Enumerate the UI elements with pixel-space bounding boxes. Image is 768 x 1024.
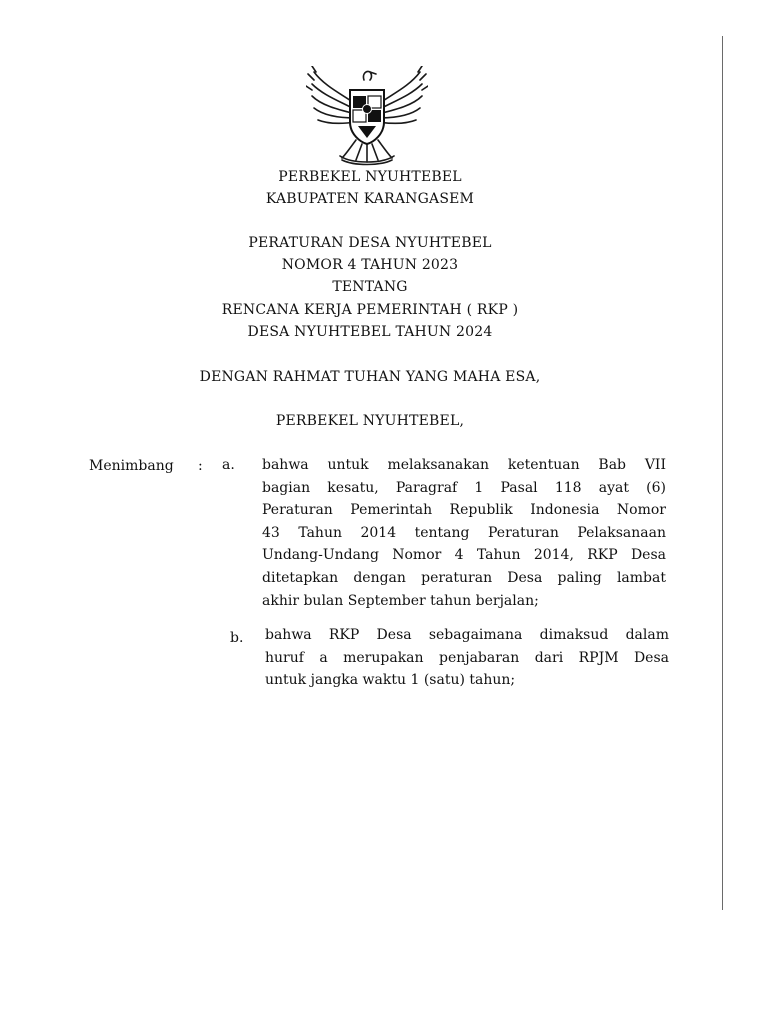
regulation-subject-year: DESA NYUHTEBEL TAHUN 2024 <box>247 324 493 340</box>
regulation-title: PERATURAN DESA NYUHTEBEL <box>248 235 492 251</box>
header-title: PERBEKEL NYUHTEBEL <box>278 169 462 185</box>
item-marker-b: b. <box>230 630 244 646</box>
header-regency: KABUPATEN KARANGASEM <box>265 191 475 207</box>
item-a-text <box>262 454 666 612</box>
item-a-line: Peraturan Pemerintah Republik Indonesia Nomor <box>262 502 666 519</box>
item-a-line: ditetapkan dengan peraturan Desa paling lambat <box>262 569 666 586</box>
item-a-line: Undang-Undang Nomor 4 Tahun 2014, RKP Desa <box>262 547 666 564</box>
item-a-line: bagian kesatu, Paragraf 1 Pasal 118 ayat (6) <box>262 479 666 496</box>
item-b-text <box>265 624 669 692</box>
regulation-about: TENTANG <box>332 279 408 295</box>
item-a-line: bahwa untuk melaksanakan ketentuan Bab VII <box>262 457 666 473</box>
page-edge-line <box>722 36 723 910</box>
item-b-line: huruf a merupakan penjabaran dari RPJM Desa <box>265 649 669 666</box>
item-marker-a: a. <box>222 457 235 473</box>
issuer: PERBEKEL NYUHTEBEL, <box>275 413 465 429</box>
item-b-line: bahwa RKP Desa sebagaimana dimaksud dalam <box>265 627 669 643</box>
regulation-number: NOMOR 4 TAHUN 2023 <box>281 257 459 273</box>
item-a-line: akhir bulan September tahun berjalan; <box>262 592 539 609</box>
invocation: DENGAN RAHMAT TUHAN YANG MAHA ESA, <box>199 369 541 385</box>
regulation-subject: RENCANA KERJA PEMERINTAH ( RKP ) <box>221 302 519 318</box>
item-b-line: untuk jangka waktu 1 (satu) tahun; <box>265 672 516 689</box>
considering-colon: : <box>198 458 203 474</box>
considering-label: Menimbang <box>89 458 174 474</box>
item-a-line: 43 Tahun 2014 tentang Peraturan Pelaksanaan <box>262 524 666 541</box>
garuda-emblem-icon <box>306 66 428 166</box>
